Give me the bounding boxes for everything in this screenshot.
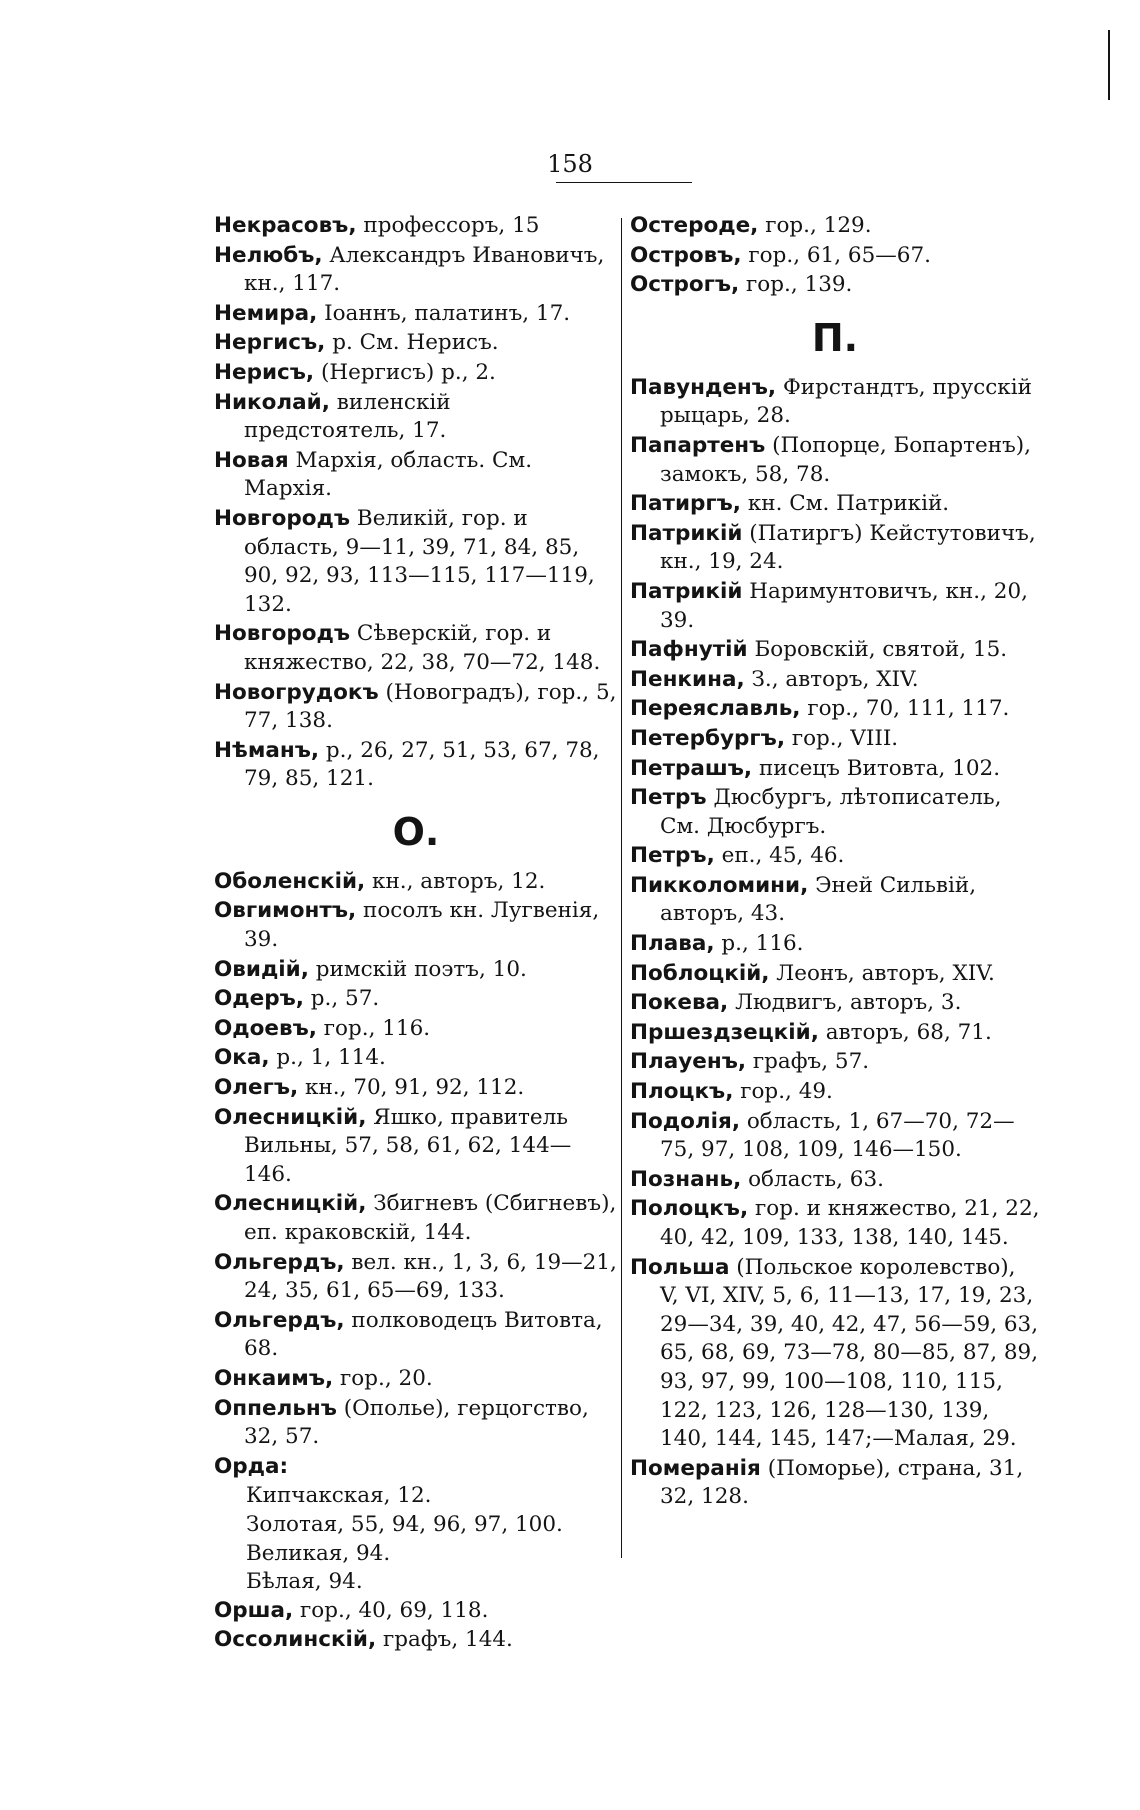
entry-headword: Петръ [630, 785, 707, 811]
entry-references: (Нергисъ) р., 2. [320, 359, 496, 385]
index-entry [214, 868, 618, 897]
index-entry [214, 359, 618, 388]
entry-headword: Познань, [630, 1166, 742, 1192]
index-entry-orda [214, 1453, 618, 1482]
entry-references: область, 63. [748, 1166, 884, 1192]
entry-headword: Олегъ, [214, 1075, 299, 1101]
entry-references: гор., 61, 65—67. [748, 242, 931, 268]
entry-references: Дюсбургъ, лѣтописатель, См. Дюсбургъ. [660, 785, 1002, 839]
entries-letter-o-cont [630, 212, 1040, 300]
entry-references: Эней Сильвій, авторъ, 43. [660, 872, 977, 927]
index-entry [630, 1455, 1040, 1512]
entry-headword: Полоцкъ, [630, 1196, 749, 1222]
entry-references: (Новоградъ), гор., 5, 77, 138. [244, 679, 617, 734]
entry-references: писецъ Витовта, 102. [758, 755, 1001, 781]
header-rule [556, 182, 692, 183]
page-number: 158 [547, 150, 593, 178]
index-entry [214, 737, 618, 794]
index-entry [630, 1195, 1040, 1252]
entry-references: Великій, гор. и область, 9—11, 39, 71, 84, 85, 90, 92, 93, 113—115, 117—119, 132. [244, 505, 595, 617]
index-entry [214, 329, 618, 358]
index-entry [214, 389, 618, 446]
index-entry [630, 374, 1040, 431]
index-entry [630, 271, 1040, 300]
entry-references: кн., 70, 91, 92, 112. [305, 1075, 525, 1101]
entry-headword: Остероде, [630, 213, 759, 238]
entry-headword: Патиргъ, [630, 491, 741, 517]
entry-references: гор., 40, 69, 118. [300, 1597, 489, 1623]
index-entry [630, 989, 1040, 1018]
entry-headword: Орша, [214, 1597, 294, 1623]
entry-references: кн. См. Патрикій. [747, 491, 950, 517]
entry-headword: Одоевъ, [214, 1015, 317, 1041]
index-entry [630, 842, 1040, 871]
entry-references: посолъ кн. Лугвенія, 39. [244, 898, 600, 953]
index-entry [214, 897, 618, 954]
index-entry [214, 985, 618, 1014]
entry-references: (Ополье), герцогство, 32, 57. [244, 1395, 589, 1450]
index-entry [214, 1015, 618, 1044]
index-entry [214, 1104, 618, 1190]
column-divider [621, 218, 622, 1558]
entry-headword: Ока, [214, 1045, 270, 1071]
entry-headword: Польша [630, 1254, 730, 1280]
entry-references: гор., 139. [746, 272, 853, 298]
entry-references: р., 57. [310, 986, 380, 1012]
entry-headword: Овгимонтъ, [214, 898, 357, 924]
index-entry [630, 960, 1040, 989]
entry-references: гор., 49. [740, 1079, 833, 1105]
entry-references: гор., 20. [340, 1365, 433, 1391]
entry-headword: Плауенъ, [630, 1049, 747, 1075]
entry-headword: Нелюбъ, [214, 242, 323, 268]
entry-headword: Новгородъ [214, 621, 351, 647]
left-column [214, 212, 618, 1656]
entry-references: римскій поэтъ, 10. [315, 956, 527, 982]
index-entry [630, 755, 1040, 784]
orda-subentry: Бѣлая, 94. [246, 1569, 363, 1595]
entry-headword: Пенкина, [630, 666, 745, 692]
entry-references: р., 26, 27, 51, 53, 67, 78, 79, 85, 121. [244, 737, 600, 792]
entry-references: Александръ Ивановичъ, кн., 117. [244, 242, 605, 297]
entry-references: Леонъ, авторъ, XIV. [776, 960, 995, 986]
section-letter-p: П. [811, 315, 859, 360]
entry-references: гор., VIII. [791, 725, 899, 751]
entry-references: кн., авторъ, 12. [372, 868, 546, 894]
index-entry [214, 300, 618, 329]
entry-headword: Переяславль, [630, 696, 801, 722]
entry-headword: Подолія, [630, 1108, 740, 1134]
index-entry [214, 1307, 618, 1364]
entry-headword: Петербургъ, [630, 725, 785, 751]
orda-subentry: Золотая, 55, 94, 96, 97, 100. [246, 1511, 563, 1537]
entry-references: (Попорце, Бопартенъ), замокъ, 58, 78. [660, 432, 1031, 487]
index-entry [214, 1626, 618, 1655]
entry-references: гор. и княжество, 21, 22, 40, 42, 109, 133, 138, 140, 145. [660, 1196, 1040, 1250]
entries-letter-p [630, 374, 1040, 1512]
entry-headword: Некрасовъ, [214, 213, 357, 238]
index-entry [630, 242, 1040, 271]
index-entry [214, 956, 618, 985]
entry-headword: Орда: [214, 1453, 289, 1479]
right-column [630, 212, 1040, 1513]
index-entry [630, 578, 1040, 635]
entry-references: Сѣверскій, гор. и княжество, 22, 38, 70—72, 148. [244, 621, 601, 675]
section-letter-o: О. [392, 809, 440, 854]
index-entry [630, 1254, 1040, 1454]
entry-references: Мархія, область. См. Мархія. [244, 447, 533, 502]
entry-headword: Пршездзецкій, [630, 1019, 819, 1045]
entry-headword: Пикколомини, [630, 872, 809, 898]
entry-headword: Овидій, [214, 956, 309, 982]
entry-references: гор., 70, 111, 117. [807, 696, 1010, 722]
entry-headword: Павунденъ, [630, 374, 777, 400]
entry-references: р. См. Нерисъ. [332, 330, 499, 356]
entry-headword: Петръ, [630, 843, 715, 869]
entries-letter-o-tail [214, 1597, 618, 1655]
index-entry [630, 1108, 1040, 1165]
entry-references: виленскій предстоятель, 17. [244, 389, 451, 444]
entry-references: р., 116. [721, 931, 804, 957]
entry-references: р., 1, 114. [276, 1045, 386, 1071]
entry-references: авторъ, 68, 71. [825, 1019, 992, 1045]
index-entry [214, 679, 618, 736]
index-entry [214, 1395, 618, 1452]
orda-subentry: Великая, 94. [246, 1540, 391, 1566]
index-entry [214, 505, 618, 619]
index-entry [630, 930, 1040, 959]
entry-headword: Поблоцкій, [630, 960, 770, 986]
entry-headword: Острогъ, [630, 272, 740, 298]
entry-references: гор., 129. [765, 213, 872, 238]
index-entry [214, 1190, 618, 1247]
index-entry [630, 432, 1040, 489]
entry-headword: Оболенскій, [214, 868, 366, 894]
index-entry [630, 1166, 1040, 1195]
entry-headword: Покева, [630, 990, 729, 1016]
entry-headword: Новая [214, 447, 289, 473]
entry-headword: Пафнутій [630, 637, 748, 663]
index-entry [214, 242, 618, 299]
index-entry [214, 1597, 618, 1626]
index-entry [214, 1365, 618, 1394]
entry-headword: Николай, [214, 389, 330, 415]
entry-references: профессоръ, 15 [363, 213, 540, 238]
orda-subentry: Кипчакская, 12. [246, 1483, 432, 1509]
entry-references: графъ, 144. [383, 1627, 513, 1653]
entry-references: Збигневъ (Сбигневъ), еп. краковскій, 144. [244, 1191, 617, 1245]
entry-headword: Плава, [630, 931, 715, 957]
entry-headword: Патрикій [630, 578, 743, 604]
index-entry [630, 1078, 1040, 1107]
entry-headword: Папартенъ [630, 432, 766, 458]
entry-references: еп., 45, 46. [721, 843, 845, 869]
index-entry [214, 447, 618, 504]
entry-headword: Островъ, [630, 242, 742, 268]
entry-references: вел. кн., 1, 3, 6, 19—21, 24, 35, 61, 65—69, 133. [244, 1249, 617, 1304]
entry-headword: Нѣманъ, [214, 737, 320, 763]
entry-references: Наримунтовичъ, кн., 20, 39. [660, 578, 1028, 633]
entry-headword: Олесницкій, [214, 1191, 367, 1217]
entry-headword: Померанія [630, 1455, 761, 1481]
entry-references: Яшко, правитель Вильны, 57, 58, 61, 62, 144—146. [244, 1104, 572, 1187]
entry-headword: Ольгердъ, [214, 1249, 345, 1275]
index-entry [630, 872, 1040, 929]
entry-headword: Оппельнъ [214, 1395, 337, 1421]
index-entry [630, 784, 1040, 841]
index-entry [630, 725, 1040, 754]
entry-references: (Патиргъ) Кейстутовичъ, кн., 19, 24. [660, 520, 1036, 575]
entry-references: Іоаннъ, палатинъ, 17. [324, 300, 571, 326]
entry-references: Людвигъ, авторъ, 3. [735, 990, 962, 1016]
entries-letter-n [214, 212, 618, 794]
index-entry [214, 1249, 618, 1306]
entry-headword: Олесницкій, [214, 1104, 367, 1130]
entry-headword: Плоцкъ, [630, 1079, 734, 1105]
entry-headword: Немира, [214, 300, 318, 326]
entry-references: Фирстандтъ, прусскій рыцарь, 28. [660, 374, 1032, 429]
entry-references: Боровскій, святой, 15. [754, 637, 1008, 663]
index-entry [630, 666, 1040, 695]
index-entry [630, 636, 1040, 665]
index-entry [630, 520, 1040, 577]
index-entry [214, 620, 618, 677]
entry-headword: Оссолинскій, [214, 1627, 377, 1653]
entry-headword: Новогрудокъ [214, 679, 379, 705]
entry-references: полководецъ Витовта, 68. [244, 1307, 603, 1362]
index-entry [214, 212, 618, 241]
entry-references: (Польское королевство), V, VI, XIV, 5, 6, 11—13, 17, 19, 23, 29—34, 39, 40, 42, 47, 56—59, 63, 65, 68, 69, 73—78, 80—85, 87, 89, 93, 97, 99, 100—108, 110, 115, 122, 123, 126, 128—130, 139, 140, 144, 145, 147;—Малая, 29. [660, 1254, 1039, 1452]
index-entry [214, 1074, 618, 1103]
entry-references: гор., 116. [323, 1015, 431, 1041]
entry-headword: Онкаимъ, [214, 1365, 334, 1391]
index-entry [214, 1044, 618, 1073]
entry-headword: Нерисъ, [214, 359, 315, 385]
scan-edge-mark [1108, 30, 1110, 100]
entry-headword: Ольгердъ, [214, 1307, 345, 1333]
index-entry [630, 212, 1040, 241]
entry-headword: Одеръ, [214, 986, 304, 1012]
index-entry [630, 1019, 1040, 1048]
entry-references: область, 1, 67—70, 72—75, 97, 108, 109, 146—150. [660, 1108, 1015, 1163]
index-entry [630, 695, 1040, 724]
entry-headword: Нергисъ, [214, 330, 326, 356]
entry-references: З., авторъ, XIV. [751, 666, 919, 692]
entry-references: графъ, 57. [752, 1049, 870, 1075]
entries-letter-o [214, 868, 618, 1452]
index-entry [630, 490, 1040, 519]
entry-headword: Патрикій [630, 520, 743, 546]
entry-references: (Поморье), страна, 31, 32, 128. [660, 1455, 1024, 1510]
entry-headword: Петрашъ, [630, 755, 753, 781]
entry-headword: Новгородъ [214, 505, 351, 531]
index-entry [630, 1048, 1040, 1077]
